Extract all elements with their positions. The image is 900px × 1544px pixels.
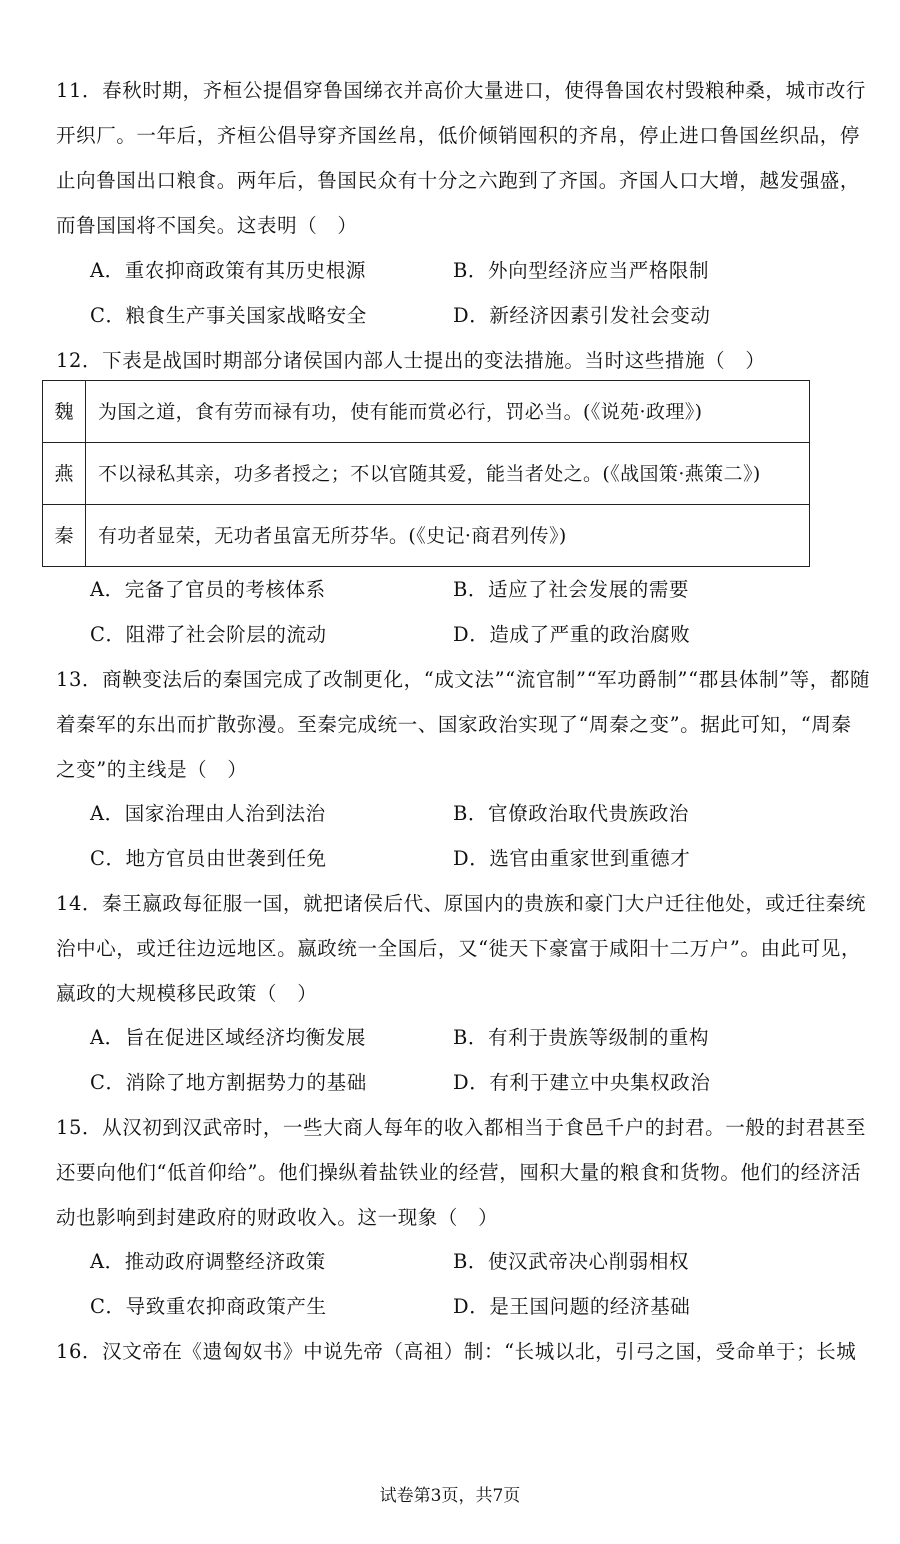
question-text-line: 14．秦王嬴政每征服一国，就把诸侯后代、原国内的贵族和豪门大户迁往他处，或迁往秦统 [56,892,866,915]
option-d: D．有利于建立中央集权政治 [453,1071,711,1094]
question-text-line: 11．春秋时期，齐桓公提倡穿鲁国绨衣并高价大量进口，使得鲁国农村毁粮种桑，城市改行 [56,79,866,102]
option-a: A．重农抑商政策有其历史根源 [90,259,366,282]
option-b: B．使汉武帝决心削弱相权 [453,1250,690,1273]
option-a: A．旨在促进区域经济均衡发展 [90,1026,366,1049]
question-text-line: 13．商鞅变法后的秦国完成了改制更化，“成文法”“流官制”“军功爵制”“郡县体制”等，都随 [56,668,871,691]
page-footer: 试卷第3页，共7页 [379,1486,521,1506]
question-text-line: 嬴政的大规模移民政策（ ） [56,982,318,1005]
table-cell-text: 为国之道，食有劳而禄有功，使有能而赏必行，罚必当。(《说苑·政理》) [86,381,810,443]
table-cell-state: 魏 [43,381,86,443]
table-cell-state: 燕 [43,443,86,505]
option-d: D．选官由重家世到重德才 [453,847,691,870]
option-d: D．是王国问题的经济基础 [453,1295,691,1318]
question-text-line: 12．下表是战国时期部分诸侯国内部人士提出的变法措施。当时这些措施（ ） [56,349,766,372]
option-d: D．新经济因素引发社会变动 [453,304,711,327]
question-text-line: 之变”的主线是（ ） [56,758,248,781]
table-cell-text: 不以禄私其亲，功多者授之；不以官随其爱，能当者处之。(《战国策·燕策二》) [86,443,810,505]
table-row [43,443,810,505]
option-b: B．适应了社会发展的需要 [453,578,690,601]
table-row [43,505,810,567]
question-text-line: 15．从汉初到汉武帝时，一些大商人每年的收入都相当于食邑千户的封君。一般的封君甚至 [56,1116,866,1139]
question-text-line: 止向鲁国出口粮食。两年后，鲁国民众有十分之六跑到了齐国。齐国人口大增，越发强盛， [56,169,861,192]
question-text-line: 着秦军的东出而扩散弥漫。至秦完成统一、国家政治实现了“周秦之变”。据此可知，“周秦 [56,713,852,736]
option-a: A．国家治理由人治到法治 [90,802,326,825]
option-a: A．完备了官员的考核体系 [90,578,326,601]
option-b: B．官僚政治取代贵族政治 [453,802,690,825]
question-text-line: 动也影响到封建政府的财政收入。这一现象（ ） [56,1206,499,1229]
reform-measures-table [42,380,810,567]
question-text-line: 16．汉文帝在《遗匈奴书》中说先帝（高祖）制：“长城以北，引弓之国，受命单于；长城 [56,1340,857,1363]
option-c: C．粮食生产事关国家战略安全 [90,304,367,327]
question-text-line: 开织厂。一年后，齐桓公倡导穿齐国丝帛，低价倾销囤积的齐帛，停止进口鲁国丝织品，停 [56,124,861,147]
question-text-line: 还要向他们“低首仰给”。他们操纵着盐铁业的经营，囤积大量的粮食和货物。他们的经济活 [56,1161,862,1184]
table-cell-text: 有功者显荣，无功者虽富无所芬华。(《史记·商君列传》) [86,505,810,567]
table-cell-state: 秦 [43,505,86,567]
option-c: C．消除了地方割据势力的基础 [90,1071,367,1094]
option-b: B．外向型经济应当严格限制 [453,259,710,282]
option-b: B．有利于贵族等级制的重构 [453,1026,710,1049]
question-text-line: 治中心，或迁往边远地区。嬴政统一全国后，又“徙天下豪富于咸阳十二万户”。由此可见， [56,937,862,960]
option-c: C．阻滞了社会阶层的流动 [90,623,327,646]
option-d: D．造成了严重的政治腐败 [453,623,691,646]
option-c: C．地方官员由世袭到任免 [90,847,327,870]
option-c: C．导致重农抑商政策产生 [90,1295,327,1318]
option-a: A．推动政府调整经济政策 [90,1250,326,1273]
table-row [43,381,810,443]
question-text-line: 而鲁国国将不国矣。这表明（ ） [56,214,358,237]
